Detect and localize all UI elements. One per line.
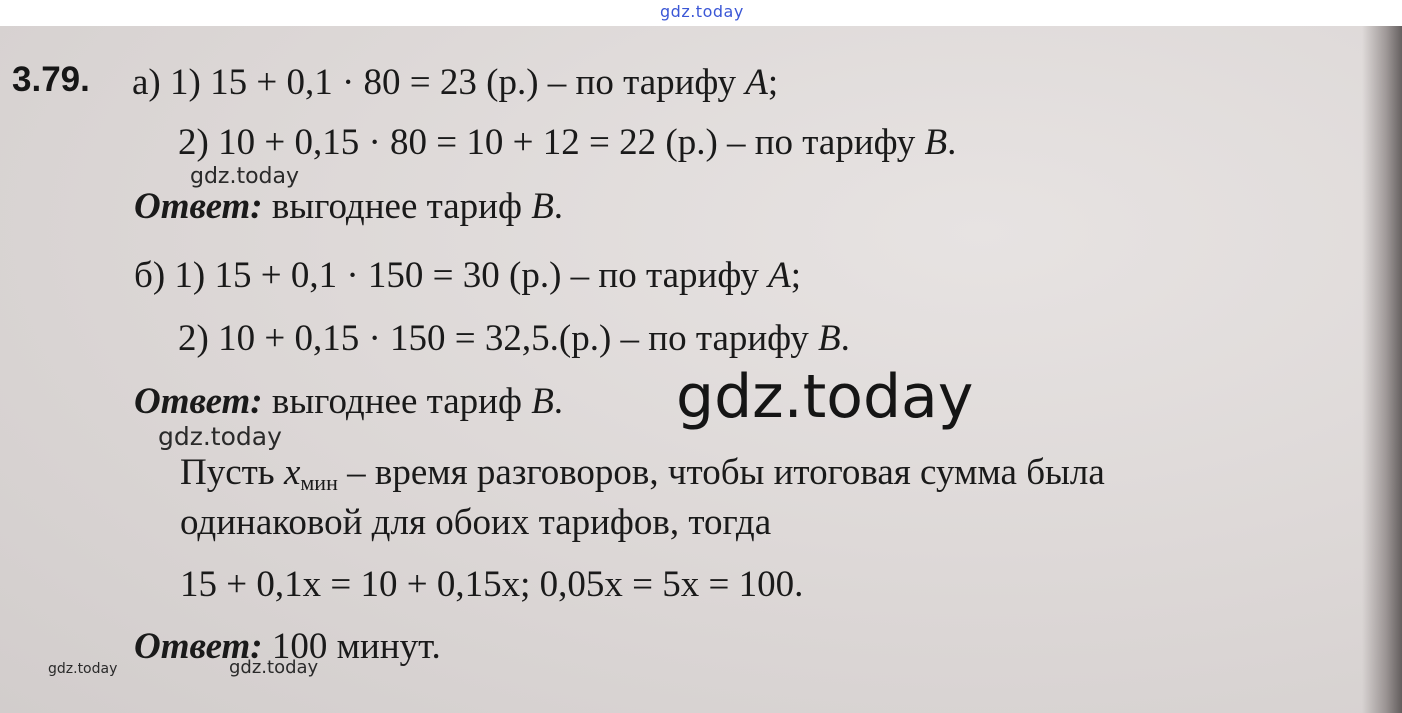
part-a-answer [134, 188, 563, 225]
page-shadow-edge [1362, 26, 1402, 713]
tariff-variable: B [924, 122, 948, 163]
part-b-step-1 [134, 257, 801, 294]
part-c-equation: 15 + 0,1x = 10 + 0,15x; 0,05x = 5x = 100. [180, 564, 804, 605]
watermark-small: gdz.today [229, 657, 319, 678]
answer-text: 100 минут. [262, 626, 441, 667]
punctuation: . [840, 318, 850, 359]
answer-label: Ответ: [134, 186, 263, 227]
part-b-answer [134, 383, 563, 420]
watermark-small: gdz.today [190, 164, 300, 189]
step-number: 2) [178, 122, 209, 163]
variable-x: x [283, 452, 301, 493]
part-c-intro-line-1 [180, 454, 1105, 494]
step-number: 2) [178, 318, 209, 359]
variable-subscript: мин [300, 470, 338, 495]
punctuation: . [553, 381, 564, 422]
expression: 15 + 0,1 · 80 = 23 (р.) – по тарифу [210, 62, 746, 103]
punctuation: ; [790, 255, 802, 296]
watermark-large: gdz.today [676, 362, 974, 432]
part-a-step-2 [178, 124, 956, 161]
expression: 15 + 0,1 · 150 = 30 (р.) – по тарифу [214, 255, 769, 296]
tariff-variable: B [817, 318, 841, 359]
watermark-small: gdz.today [48, 661, 118, 677]
tariff-variable: A [768, 255, 791, 296]
intro-text: Пусть [180, 452, 284, 493]
punctuation: . [553, 186, 564, 227]
part-a-step-1 [132, 64, 778, 101]
tariff-variable: B [531, 186, 554, 227]
site-header [0, 0, 1402, 26]
answer-label: Ответ: [134, 381, 263, 422]
answer-text: выгоднее тариф [262, 186, 532, 227]
header-watermark: gdz.today [660, 2, 744, 21]
part-a-label: а) [132, 62, 161, 103]
answer-label: Ответ: [134, 626, 263, 667]
tariff-variable: B [531, 381, 554, 422]
punctuation: . [947, 122, 957, 163]
step-number: 1) [174, 255, 206, 296]
answer-text: выгоднее тариф [262, 381, 532, 422]
expression: 10 + 0,15 · 150 = 32,5.(р.) – по тарифу [218, 318, 818, 359]
part-c-intro-line-2: одинаковой для обоих тарифов, тогда [180, 502, 772, 543]
expression: 10 + 0,15 · 80 = 10 + 12 = 22 (р.) – по тарифу [218, 122, 925, 163]
punctuation: ; [767, 62, 779, 103]
part-b-step-2 [178, 320, 850, 357]
tariff-variable: A [745, 62, 768, 103]
part-b-label: б) [134, 255, 166, 296]
intro-text-rest: – время разговоров, чтобы итоговая сумма была [337, 452, 1105, 493]
step-number: 1) [170, 62, 201, 103]
watermark-small: gdz.today [158, 422, 282, 451]
problem-number: 3.79. [12, 60, 90, 99]
